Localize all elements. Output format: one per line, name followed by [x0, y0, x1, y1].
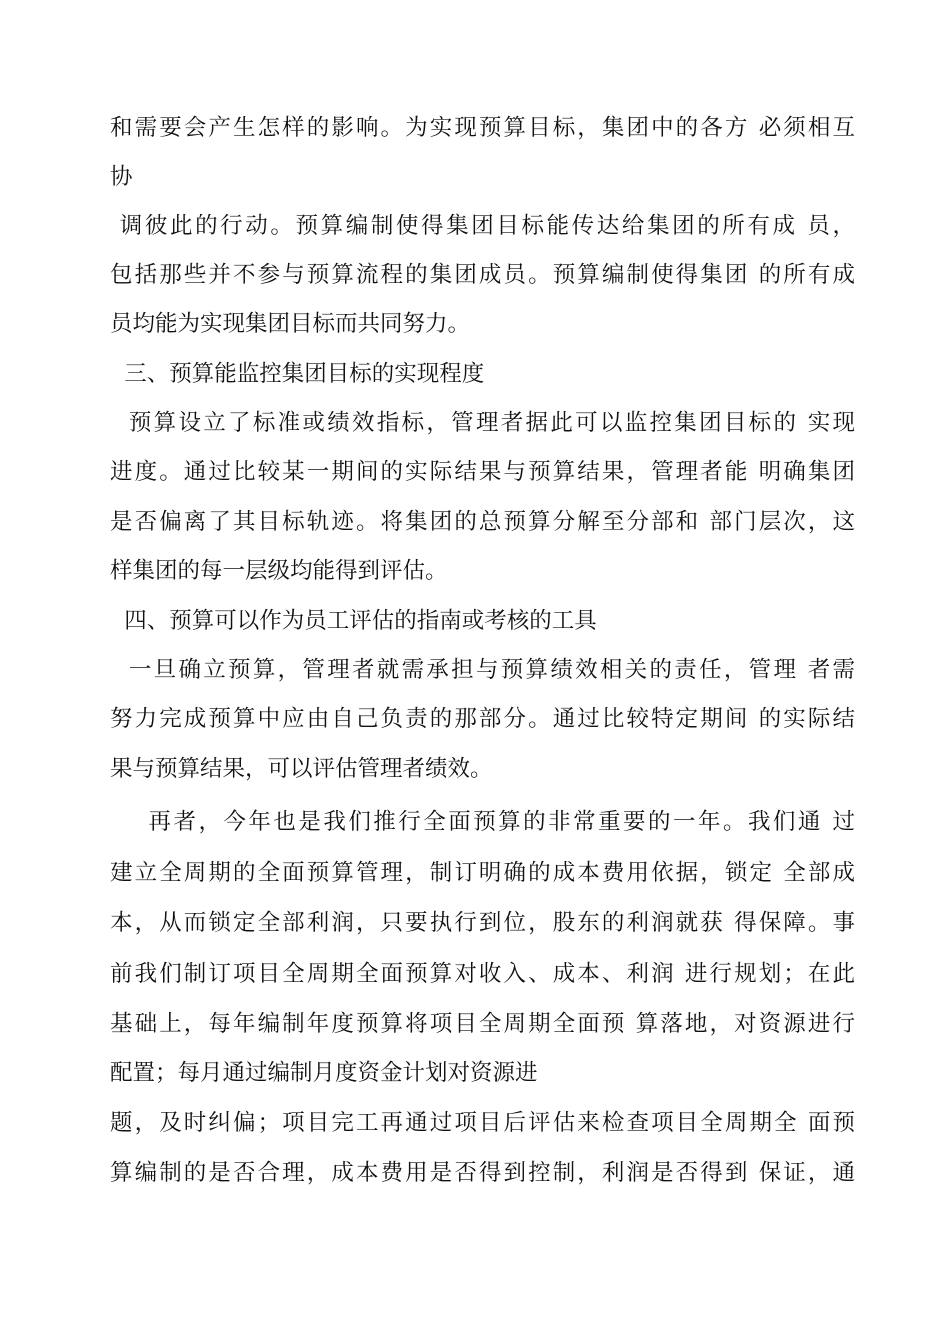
- text-line-3: 调彼此的行动。预算编制使得集团目标能传达给集团的所有成 员，: [110, 213, 855, 239]
- section-heading-4: 四、预算可以作为员工评估的指南或考核的工具: [110, 608, 597, 634]
- text-line-14: 果与预算结果，可以评估管理者绩效。: [110, 756, 493, 782]
- text-line-22: 算编制的是否合理，成本费用是否得到控制，利润是否得到 保证，通: [110, 1160, 855, 1186]
- text-line-21: 题，及时纠偏；项目完工再通过项目后评估来检查项目全周期全 面预: [110, 1110, 855, 1136]
- text-line-2: 协: [110, 164, 133, 190]
- text-line-10: 样集团的每一层级均能得到评估。: [110, 558, 448, 584]
- section-heading-3: 三、预算能监控集团目标的实现程度: [110, 361, 485, 387]
- text-line-5: 员均能为实现集团目标而共同努力。: [110, 311, 471, 337]
- text-line-1: 和需要会产生怎样的影响。为实现预算目标，集团中的各方 必须相互: [110, 115, 855, 141]
- text-line-8: 进度。通过比较某一期间的实际结果与预算结果，管理者能 明确集团: [110, 459, 855, 485]
- text-line-13: 努力完成预算中应由自己负责的那部分。通过比较特定期间 的实际结: [110, 706, 855, 732]
- text-line-12: 一旦确立预算，管理者就需承担与预算绩效相关的责任，管理 者需: [110, 657, 855, 683]
- text-line-19: 基础上，每年编制年度预算将项目全周期全面预 算落地，对资源进行: [110, 1011, 855, 1037]
- text-line-4: 包括那些并不参与预算流程的集团成员。预算编制使得集团 的所有成: [110, 262, 855, 288]
- text-line-16: 建立全周期的全面预算管理，制订明确的成本费用依据，锁定 全部成: [110, 860, 855, 886]
- text-line-20: 配置；每月通过编制月度资金计划对资源进: [110, 1060, 538, 1086]
- text-line-15: 再者，今年也是我们推行全面预算的非常重要的一年。我们通 过: [110, 809, 855, 835]
- text-line-17: 本，从而锁定全部利润，只要执行到位，股东的利润就获 得保障。事: [110, 910, 855, 936]
- text-line-7: 预算设立了标准或绩效指标，管理者据此可以监控集团目标的 实现: [110, 410, 855, 436]
- text-line-9: 是否偏离了其目标轨迹。将集团的总预算分解至分部和 部门层次，这: [110, 509, 855, 535]
- text-line-18: 前我们制订项目全周期全面预算对收入、成本、利润 进行规划；在此: [110, 961, 855, 987]
